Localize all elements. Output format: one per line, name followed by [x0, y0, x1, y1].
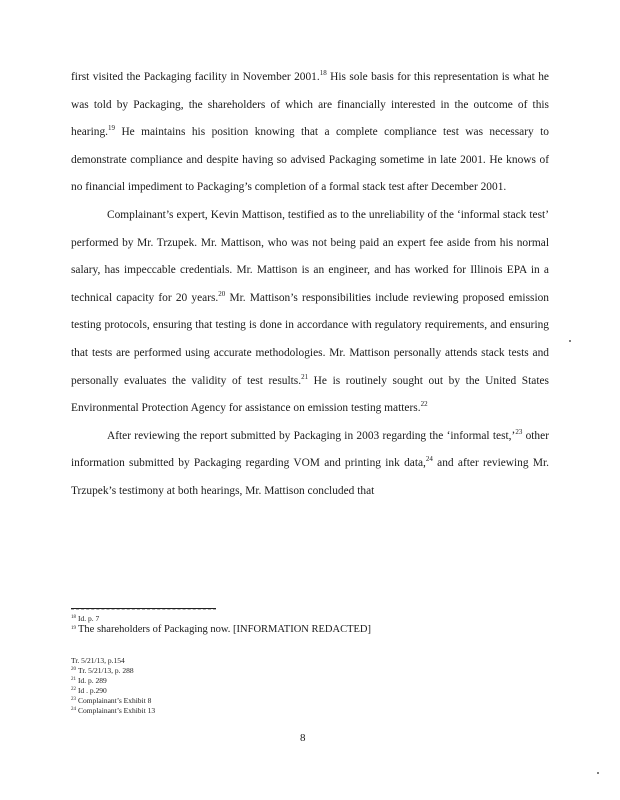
- footnote-reference: 22: [420, 400, 428, 409]
- footnote: [71, 696, 151, 705]
- footnote-reference: 24: [425, 455, 433, 464]
- paragraph: [71, 423, 549, 506]
- paragraph-text: first visited the Packaging facility in November 2001.: [71, 71, 320, 83]
- footnote-number: 19: [71, 626, 76, 631]
- footnote: [71, 624, 371, 636]
- footnote-text: The shareholders of Packaging now. [INFORMATION REDACTED]: [78, 624, 371, 635]
- footnote: [71, 686, 107, 695]
- footnote-reference: 21: [301, 372, 309, 381]
- footnote: [71, 656, 125, 665]
- footnote-separator-scan-artifact: [71, 609, 216, 610]
- paragraph-text: After reviewing the report submitted by Packaging in 2003 regarding the ‘informal test,’: [107, 429, 516, 442]
- footnote-number: 20: [71, 667, 76, 672]
- paragraph-text: His sole basis for this representation is what he was told by Packaging, the shareholders of which are financially interested in the outcome of this hearing.: [71, 71, 549, 139]
- paragraph-text: Mr. Mattison’s responsibilities include reviewing proposed emission testing protocols, ensuring that testing is done in accordance with regulatory requirements, and ensuring that tests are performed using accurate methodologies. Mr. Mattison personally attends stack tests and personally evaluates the validity of test results.: [71, 291, 549, 387]
- footnote-text: Id . p.290: [78, 686, 107, 695]
- paragraph-text: He is routinely sought out by the United States Environmental Protection Agency for assistance on emission testing matters.: [71, 374, 549, 415]
- footnote-text: Complainant’s Exhibit 13: [78, 706, 156, 715]
- footnote: [71, 614, 99, 623]
- paragraph-text: and after reviewing Mr. Trzupek’s testimony at both hearings, Mr. Mattison concluded that: [71, 457, 549, 497]
- footnote-number: 23: [71, 697, 76, 702]
- footnote-reference: 23: [515, 427, 523, 436]
- footnote-number: 24: [71, 707, 76, 712]
- body-text: [71, 64, 549, 506]
- paragraph: [71, 202, 549, 423]
- page-number: 8: [300, 732, 306, 744]
- footnote: [71, 666, 134, 675]
- footnote: [71, 676, 107, 685]
- footnote-number: 21: [71, 677, 76, 682]
- footnote-text: Id. p. 7: [78, 614, 100, 623]
- footnote: [71, 706, 155, 715]
- paragraph: [71, 64, 549, 202]
- footnote-number: 18: [71, 615, 76, 620]
- paragraph-text: He maintains his position knowing that a complete compliance test was necessary to demonstrate compliance and despite having so advised Packaging sometime in late 2001. He knows of no financial impediment to Packaging’s completion of a formal stack test after December 2001.: [71, 126, 549, 194]
- paragraph-text: Complainant’s expert, Kevin Mattison, testified as to the unreliability of the ‘informal stack test’ performed by Mr. Trzupek. Mr. Mattison, who was not being paid an expert fee aside from his normal salary, has impeccable credentials. Mr. Mattison is an engineer, and has worked for Illinois EPA in a technical capacity for 20 years.: [71, 208, 549, 304]
- footnote-text: Tr. 5/21/13, p.154: [71, 656, 125, 665]
- footnote-reference: 18: [319, 69, 327, 77]
- scan-speck: [569, 340, 571, 342]
- footnote-text: Id. p. 289: [78, 676, 107, 685]
- footnote-text: Tr. 5/21/13, p. 288: [78, 666, 134, 675]
- footnote-reference: 20: [218, 289, 226, 298]
- paragraph-text: other information submitted by Packaging regarding VOM and printing ink data,: [71, 429, 549, 470]
- scan-speck: [597, 772, 599, 774]
- footnote-reference: 19: [108, 124, 116, 133]
- footnote-number: 22: [71, 687, 76, 692]
- footnote-text: Complainant’s Exhibit 8: [78, 696, 152, 705]
